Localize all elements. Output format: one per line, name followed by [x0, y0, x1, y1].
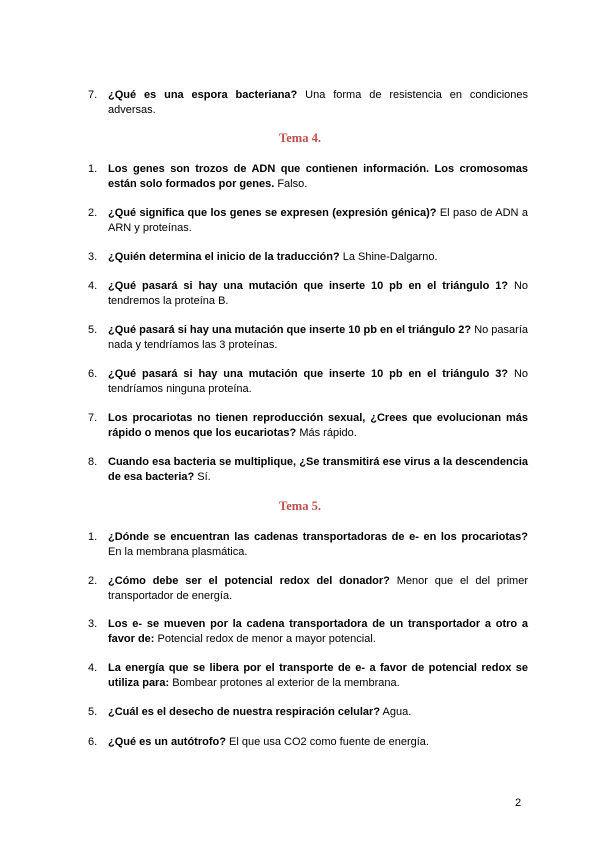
- question-text: ¿Qué pasará si hay una mutación que inserte 10 pb en el triángulo 3?: [108, 368, 509, 380]
- item-body: [108, 323, 528, 353]
- list-item: [88, 617, 528, 647]
- question-text: ¿Qué significa que los genes se expresen (expresión génica)?: [108, 207, 437, 219]
- item-number: 4.: [88, 280, 98, 292]
- answer-text: Agua.: [382, 706, 412, 718]
- item-number: 1.: [88, 531, 98, 543]
- answer-text: No pasaría nada y tendríamos las 3 proteínas.: [108, 324, 528, 351]
- item-body: [108, 162, 528, 192]
- item-number: 7.: [88, 89, 98, 101]
- item-body: [108, 206, 528, 236]
- question-text: ¿Cómo debe ser el potencial redox del donador?: [108, 575, 390, 587]
- item-number: 3.: [88, 251, 98, 263]
- question-text: ¿Qué pasará si hay una mutación que inserte 10 pb en el triángulo 2?: [108, 324, 472, 336]
- item-number: 8.: [88, 456, 98, 468]
- list-item: [88, 530, 528, 560]
- item-number: 2.: [88, 207, 98, 219]
- answer-text: El paso de ADN a ARN y proteínas.: [108, 207, 528, 234]
- item-number: 6.: [88, 368, 98, 380]
- question-text: La energía que se libera por el transporte de e- a favor de potencial redox se utiliza para:: [108, 662, 528, 689]
- list-item: [88, 279, 528, 309]
- answer-text: No tendremos la proteína B.: [108, 280, 528, 307]
- question-text: ¿Quién determina el inicio de la traducción?: [108, 251, 340, 263]
- item-body: [108, 735, 528, 750]
- list-item: [88, 88, 528, 118]
- question-text: Los genes son trozos de ADN que contienen información. Los cromosomas están solo formados por genes.: [108, 163, 528, 190]
- item-body: [108, 617, 528, 647]
- answer-text: Sí.: [197, 471, 211, 483]
- answer-text: Potencial redox de menor a mayor potencial.: [157, 633, 376, 645]
- question-text: Cuando esa bacteria se multiplique, ¿Se transmitirá ese virus a la descendencia de esa bacteria?: [108, 456, 528, 483]
- item-number: 6.: [88, 736, 98, 748]
- list-item: [88, 323, 528, 353]
- question-text: ¿Qué es un autótrofo?: [108, 736, 226, 748]
- item-number: 5.: [88, 324, 98, 336]
- answer-text: Más rápido.: [299, 427, 357, 439]
- item-body: [108, 530, 528, 560]
- item-body: [108, 411, 528, 441]
- item-body: [108, 367, 528, 397]
- item-body: [108, 88, 528, 118]
- answer-text: Una forma de resistencia en condiciones adversas.: [108, 89, 528, 116]
- list-item: [88, 250, 528, 265]
- list-item: [88, 411, 528, 441]
- answer-text: Falso.: [277, 178, 308, 190]
- item-body: [108, 455, 528, 485]
- question-text: ¿Qué pasará si hay una mutación que inserte 10 pb en el triángulo 1?: [108, 280, 509, 292]
- page-number: 2: [515, 797, 522, 809]
- list-item: [88, 735, 528, 750]
- item-number: 1.: [88, 163, 98, 175]
- item-number: 3.: [88, 618, 98, 630]
- item-body: [108, 661, 528, 691]
- item-number: 7.: [88, 412, 98, 424]
- question-text: Los procariotas no tienen reproducción sexual, ¿Crees que evolucionan más rápido o menos que los eucariotas?: [108, 412, 528, 439]
- list-item: [88, 661, 528, 691]
- item-body: [108, 250, 528, 265]
- section-heading-tema4: Tema 4.: [279, 131, 321, 145]
- question-text: Los e- se mueven por la cadena transportadora de un transportador a otro a favor de:: [108, 618, 528, 645]
- list-item: [88, 455, 528, 485]
- item-body: [108, 279, 528, 309]
- answer-text: La Shine-Dalgarno.: [342, 251, 438, 263]
- item-body: [108, 705, 528, 720]
- section-heading-tema5: Tema 5.: [279, 499, 321, 513]
- question-text: ¿Qué es una espora bacteriana?: [108, 89, 298, 101]
- item-number: 5.: [88, 706, 98, 718]
- list-item: [88, 574, 528, 604]
- item-body: [108, 574, 528, 604]
- item-number: 4.: [88, 662, 98, 674]
- answer-text: Menor que el del primer transportador de energía.: [108, 575, 529, 602]
- list-item: [88, 206, 528, 236]
- answer-text: Bombear protones al exterior de la membrana.: [172, 677, 400, 689]
- answer-text: No tendríamos ninguna proteína.: [108, 368, 528, 395]
- answer-text: En la membrana plasmática.: [108, 546, 248, 558]
- item-number: 2.: [88, 575, 98, 587]
- list-item: [88, 162, 528, 192]
- question-text: ¿Dónde se encuentran las cadenas transportadoras de e- en los procariotas?: [108, 531, 528, 543]
- answer-text: El que usa CO2 como fuente de energía.: [229, 736, 429, 748]
- question-text: ¿Cuál es el desecho de nuestra respiración celular?: [108, 706, 381, 718]
- list-item: [88, 367, 528, 397]
- list-item: [88, 705, 528, 720]
